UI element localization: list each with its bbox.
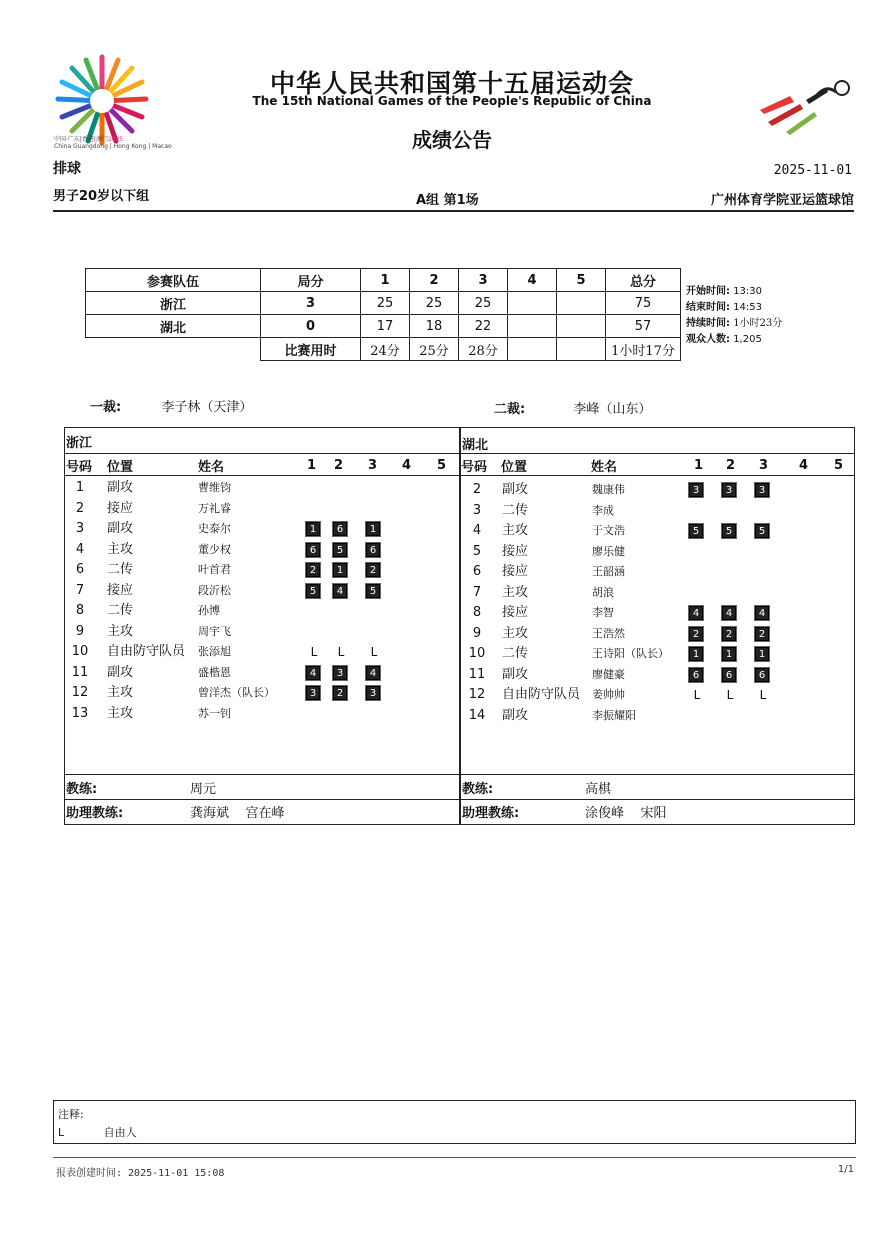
player-number: 8 (472, 605, 482, 620)
player-number: 14 (468, 707, 486, 723)
player-number: 11 (468, 666, 486, 682)
player-number: 2 (472, 482, 482, 497)
starting-position-badge: 5 (755, 524, 769, 538)
volleyball-pictogram-icon (756, 78, 852, 138)
player-number: 10 (71, 644, 89, 659)
player-number: 12 (71, 685, 89, 700)
venue-label: 广州体育学院亚运篮球馆 (710, 193, 854, 208)
header-number: 号码 (461, 460, 488, 475)
player-name: 胡浪 (592, 585, 614, 599)
starting-position-badge: 2 (722, 627, 736, 641)
starting-position-badge: 1 (306, 522, 320, 536)
total-time: 1小时17分 (606, 338, 681, 361)
player-name: 李成 (592, 503, 614, 517)
score-row-team-b (86, 315, 681, 338)
libero-marker: L (337, 645, 345, 659)
player-position: 自由防守队员 (107, 644, 186, 659)
score-header-row (86, 269, 681, 292)
player-number: 10 (468, 646, 486, 661)
player-name: 王诗阳（队长） (592, 647, 669, 660)
starting-position-badge: 3 (755, 483, 769, 497)
starting-position-badge: 2 (306, 563, 320, 577)
header-set2: 2 (726, 458, 736, 473)
player-name: 姜帅帅 (592, 688, 625, 701)
starting-position-badge: 2 (689, 627, 703, 641)
player-number: 4 (75, 541, 85, 557)
player-position: 副攻 (502, 482, 529, 497)
player-name: 王浩然 (592, 626, 625, 640)
libero-marker: L (370, 645, 378, 659)
set-score: 25 (361, 292, 410, 315)
libero-marker: L (310, 645, 318, 659)
set-score: 17 (361, 315, 410, 338)
team-b-assistant-names: 涂俊峰 宋阳 (585, 806, 667, 821)
set-time: 24分 (361, 338, 410, 361)
player-name: 廖乐健 (592, 544, 625, 558)
header-set5: 5 (437, 458, 447, 473)
score-time-row (86, 338, 681, 361)
player-position: 主攻 (502, 523, 529, 538)
starting-position-badge: 4 (333, 584, 347, 598)
player-name: 于文浩 (592, 524, 625, 537)
player-number: 6 (75, 562, 85, 577)
player-position: 副攻 (107, 480, 134, 495)
page-title: 中华人民共和国第十五届运动会 (269, 69, 634, 98)
player-number: 5 (472, 543, 482, 559)
logo-caption: 中国·广东|香港|澳门2025 China Guangdong | Hong Kong | Macao (54, 136, 172, 150)
player-position: 自由防守队员 (502, 687, 581, 702)
roster-divider (459, 427, 461, 825)
libero-marker: L (693, 688, 701, 702)
starting-position-badge: 1 (366, 522, 380, 536)
starting-position-badge: 6 (333, 522, 347, 536)
player-position: 接应 (502, 564, 529, 579)
header-set3: 3 (759, 458, 769, 473)
roster-line (64, 774, 855, 775)
header-set1: 1 (694, 458, 704, 473)
team-b-coach-name: 高棋 (585, 782, 612, 797)
set-score: 22 (459, 315, 508, 338)
header-number: 号码 (66, 460, 93, 475)
document-title: 成绩公告 (412, 128, 492, 152)
col-set1: 1 (361, 269, 410, 292)
roster-line (64, 475, 855, 476)
starting-position-badge: 5 (306, 584, 320, 598)
header-set3: 3 (368, 458, 378, 473)
header-position: 位置 (501, 460, 528, 475)
starting-position-badge: 4 (689, 606, 703, 620)
header-set1: 1 (307, 458, 317, 473)
player-name: 王韶涵 (592, 565, 625, 578)
starting-position-badge: 4 (306, 666, 320, 680)
player-number: 7 (75, 582, 85, 598)
player-number: 3 (75, 521, 85, 536)
player-name: 段沂松 (198, 583, 231, 597)
player-number: 4 (472, 523, 482, 538)
player-name: 魏康伟 (592, 483, 625, 496)
player-position: 二传 (107, 603, 134, 618)
player-position: 接应 (502, 543, 529, 559)
attendance: 观众人数: 1,205 (686, 334, 762, 345)
player-number: 11 (71, 664, 89, 680)
player-name: 苏一钊 (198, 706, 231, 720)
set-score: 25 (410, 292, 459, 315)
player-number: 8 (75, 603, 85, 618)
header-set4: 4 (799, 458, 809, 473)
starting-position-badge: 2 (333, 686, 347, 700)
starting-position-badge: 5 (333, 543, 347, 557)
player-name: 孙博 (198, 604, 220, 617)
notes-value: 自由人 (103, 1126, 137, 1139)
player-name: 叶首君 (198, 563, 231, 576)
player-name: 万礼睿 (198, 501, 231, 515)
player-number: 12 (468, 687, 486, 702)
starting-position-badge: 1 (755, 647, 769, 661)
starting-position-badge: 2 (755, 627, 769, 641)
starting-position-badge: 6 (689, 668, 703, 682)
player-number: 9 (472, 625, 482, 641)
sets-won: 3 (261, 292, 361, 315)
player-name: 张添旭 (198, 645, 231, 658)
starting-position-badge: 3 (722, 483, 736, 497)
total-score: 75 (606, 292, 681, 315)
header-position: 位置 (107, 460, 134, 475)
header-set5: 5 (834, 458, 844, 473)
starting-position-badge: 3 (306, 686, 320, 700)
player-position: 二传 (502, 646, 529, 661)
team-name: 湖北 (86, 315, 261, 338)
player-number: 13 (71, 705, 89, 721)
team-b-name: 湖北 (462, 438, 489, 453)
match-date: 2025-11-01 (773, 163, 852, 178)
player-name: 廖健豪 (592, 667, 625, 681)
player-number: 2 (75, 500, 85, 516)
team-a-name: 浙江 (66, 436, 93, 451)
starting-position-badge: 5 (722, 524, 736, 538)
player-position: 接应 (502, 605, 529, 620)
player-name: 李智 (592, 606, 614, 619)
player-position: 副攻 (107, 664, 134, 680)
starting-position-badge: 5 (689, 524, 703, 538)
player-position: 主攻 (107, 685, 134, 700)
player-position: 主攻 (502, 584, 529, 600)
set-score: 25 (459, 292, 508, 315)
start-time: 开始时间: 13:30 (686, 286, 763, 297)
col-sets: 局分 (261, 269, 361, 292)
header-set2: 2 (334, 458, 344, 473)
starting-position-badge: 2 (366, 563, 380, 577)
starting-position-badge: 6 (306, 543, 320, 557)
starting-position-badge: 3 (689, 483, 703, 497)
player-position: 接应 (107, 582, 134, 598)
starting-position-badge: 5 (366, 584, 380, 598)
team-name: 浙江 (86, 292, 261, 315)
starting-position-badge: 3 (333, 666, 347, 680)
set-time: 28分 (459, 338, 508, 361)
col-total: 总分 (606, 269, 681, 292)
match-label: A组 第1场 (416, 193, 479, 208)
footer-divider (53, 1157, 856, 1158)
set-time (508, 338, 557, 361)
score-row-team-a (86, 292, 681, 315)
team-b-coach: 教练: (462, 782, 494, 797)
starting-position-badge: 4 (755, 606, 769, 620)
starting-position-badge: 6 (722, 668, 736, 682)
player-position: 副攻 (502, 666, 529, 682)
starting-position-badge: 4 (366, 666, 380, 680)
team-a-coach: 教练: (66, 782, 98, 797)
set-time (557, 338, 606, 361)
libero-marker: L (726, 688, 734, 702)
header-divider (53, 210, 854, 212)
set-score (557, 315, 606, 338)
starting-position-badge: 1 (689, 647, 703, 661)
set-score (557, 292, 606, 315)
player-position: 接应 (107, 500, 134, 516)
col-set3: 3 (459, 269, 508, 292)
player-name: 曾洋杰（队长） (198, 686, 275, 699)
notes-key: L (58, 1126, 65, 1139)
score-table (85, 268, 681, 361)
team-a-assistant: 助理教练: (66, 806, 124, 821)
roster-line (64, 453, 855, 454)
col-set2: 2 (410, 269, 459, 292)
page-number: 1/1 (837, 1164, 854, 1175)
player-position: 主攻 (107, 623, 134, 639)
player-position: 主攻 (502, 625, 529, 641)
end-time: 结束时间: 14:53 (686, 302, 763, 313)
libero-marker: L (759, 688, 767, 702)
player-position: 二传 (107, 562, 134, 577)
duration: 持续时间: 1小时23分 (686, 318, 783, 329)
notes-entry (58, 1124, 137, 1140)
col-set4: 4 (508, 269, 557, 292)
player-position: 主攻 (107, 705, 134, 721)
sets-won: 0 (261, 315, 361, 338)
first-referee: 一裁: 李子林（天津） (90, 400, 253, 415)
header-name: 姓名 (198, 460, 225, 475)
player-position: 副攻 (107, 521, 134, 536)
team-a-coach-name: 周元 (190, 782, 217, 797)
col-team: 参赛队伍 (86, 269, 261, 292)
notes-box (53, 1100, 856, 1144)
second-referee: 二裁: 李峰（山东） (494, 402, 652, 417)
player-name: 曹维钧 (198, 481, 231, 494)
total-score: 57 (606, 315, 681, 338)
notes-label: 注释: (58, 1108, 84, 1121)
group-label: 男子20岁以下组 (53, 189, 150, 204)
player-name: 董少权 (198, 542, 231, 556)
set-score (508, 292, 557, 315)
player-position: 副攻 (502, 707, 529, 723)
player-name: 李振耀阳 (592, 708, 636, 722)
player-number: 6 (472, 564, 482, 579)
team-b-assistant: 助理教练: (462, 806, 520, 821)
player-number: 9 (75, 623, 85, 639)
report-created-time: 报表创建时间: 2025-11-01 15:08 (56, 1168, 225, 1179)
sport-label: 排球 (53, 161, 81, 177)
starting-position-badge: 3 (366, 686, 380, 700)
starting-position-badge: 1 (333, 563, 347, 577)
empty-cell (86, 338, 261, 361)
header-name: 姓名 (591, 460, 618, 475)
player-name: 盛楷恩 (198, 665, 231, 679)
set-time: 25分 (410, 338, 459, 361)
player-position: 主攻 (107, 541, 134, 557)
team-a-assistant-names: 龚海斌 宫在峰 (190, 806, 285, 821)
player-name: 史泰尔 (198, 522, 231, 535)
time-label: 比赛用时 (261, 338, 361, 361)
player-number: 1 (75, 480, 85, 495)
player-number: 3 (472, 502, 482, 518)
roster-line (64, 799, 855, 800)
set-score: 18 (410, 315, 459, 338)
player-position: 二传 (502, 502, 529, 518)
header-set4: 4 (402, 458, 412, 473)
starting-position-badge: 4 (722, 606, 736, 620)
player-number: 7 (472, 584, 482, 600)
set-score (508, 315, 557, 338)
starting-position-badge: 6 (366, 543, 380, 557)
starting-position-badge: 1 (722, 647, 736, 661)
col-set5: 5 (557, 269, 606, 292)
page-title-english: The 15th National Games of the People's Republic of China (252, 94, 652, 108)
player-name: 周宇飞 (198, 624, 231, 638)
starting-position-badge: 6 (755, 668, 769, 682)
